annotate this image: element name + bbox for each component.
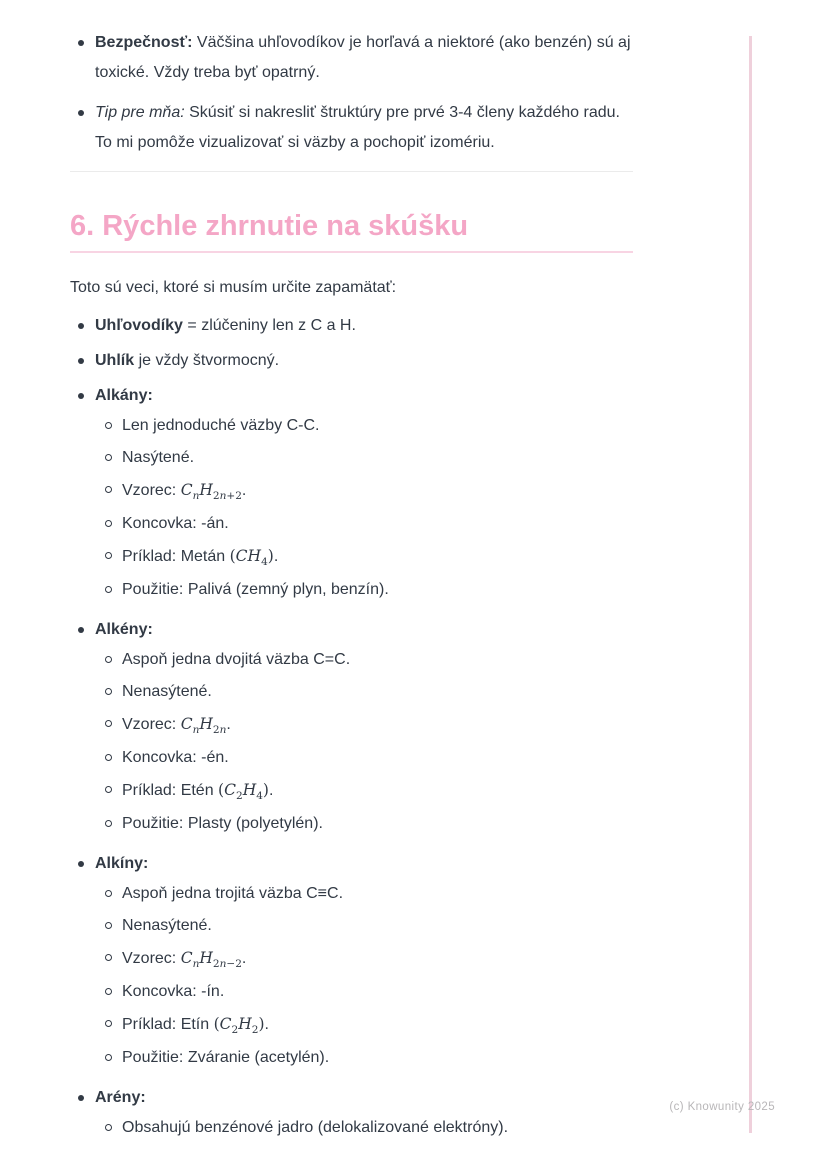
section-heading: 6. Rýchle zhrnutie na skúšku — [70, 208, 633, 253]
item-text: Vzorec: — [122, 482, 181, 499]
sub-list-item — [95, 475, 633, 507]
sub-list-item — [95, 1043, 633, 1073]
sub-list-item — [95, 645, 633, 675]
item-text: Koncovka: -án. — [122, 515, 229, 532]
item-lead: Arény: — [95, 1089, 146, 1106]
item-lead: Alkíny: — [95, 855, 149, 872]
item-lead: Uhľovodíky — [95, 317, 183, 334]
sub-list-item — [95, 775, 633, 807]
safety-tips-list — [70, 28, 633, 158]
sub-list — [95, 1113, 633, 1143]
sub-list-item — [95, 709, 633, 741]
item-text: Nenasýtené. — [122, 683, 212, 700]
item-text: Koncovka: -ín. — [122, 983, 225, 1000]
item-text: = zlúčeniny len z C a H. — [182, 317, 356, 334]
sub-list-item — [95, 541, 633, 573]
list-item — [70, 849, 633, 1073]
sub-list-item — [95, 743, 633, 773]
item-lead: Bezpečnosť: — [95, 34, 193, 51]
item-lead: Alkány: — [95, 387, 153, 404]
item-text: . — [226, 716, 231, 733]
watermark: (c) Knowunity 2025 — [669, 1101, 775, 1113]
math-formula: $C_nH_{2n}$ — [180, 715, 227, 736]
list-item — [70, 1083, 633, 1143]
sub-list-item — [95, 509, 633, 539]
item-text: Použitie: Plasty (polyetylén). — [122, 815, 323, 832]
sub-list-item — [95, 911, 633, 941]
sub-list-item — [95, 977, 633, 1007]
math-formula: $C_nH_{2n-2}$ — [180, 949, 242, 970]
item-text: Použitie: Palivá (zemný plyn, benzín). — [122, 581, 389, 598]
item-text: je vždy štvormocný. — [134, 352, 280, 369]
sub-list-item — [95, 943, 633, 975]
item-text: Skúsiť si nakresliť štruktúry pre prvé 3-4 členy každého radu. To mi pomôže vizualizovať si väzby a pochopiť izomériu. — [95, 104, 620, 151]
item-text: Príklad: Etén — [122, 782, 219, 799]
list-item — [70, 98, 633, 158]
sub-list — [95, 645, 633, 839]
item-text: Nenasýtené. — [122, 917, 212, 934]
section-intro: Toto sú veci, ktoré si musím určite zapamätať: — [70, 279, 397, 296]
item-text: Príklad: Metán — [122, 548, 230, 565]
math-formula: $(C_2H_2)$ — [213, 1015, 265, 1036]
page-edge-line — [749, 36, 752, 1133]
sub-list-item — [95, 677, 633, 707]
math-formula: $(C_2H_4)$ — [218, 781, 269, 802]
list-item — [70, 346, 633, 376]
list-item — [70, 615, 633, 839]
item-text: Použitie: Zváranie (acetylén). — [122, 1049, 330, 1066]
list-item — [70, 28, 633, 88]
item-text: Vzorec: — [122, 716, 181, 733]
item-text: . — [268, 782, 274, 799]
item-text: . — [264, 1016, 269, 1033]
sub-list — [95, 411, 633, 605]
item-lead: Alkény: — [95, 621, 153, 638]
list-item — [70, 381, 633, 605]
item-lead: Uhlík — [95, 352, 135, 369]
sub-list-item — [95, 1113, 633, 1143]
sub-list-item — [95, 575, 633, 605]
item-text: . — [241, 950, 247, 967]
item-text: Vzorec: — [122, 950, 181, 967]
sub-list-item — [95, 411, 633, 441]
sub-list-item — [95, 809, 633, 839]
item-text: Príklad: Etín — [122, 1016, 214, 1033]
item-text: Obsahujú benzénové jadro (delokalizované elektróny). — [122, 1119, 509, 1136]
sub-list-item — [95, 1009, 633, 1041]
section-divider — [70, 171, 633, 172]
sub-list-item — [95, 879, 633, 909]
item-text: Väčšina uhľovodíkov je horľavá a niektoré (ako benzén) sú aj toxické. Vždy treba byť opatrný. — [95, 34, 631, 81]
item-lead: Tip pre mňa: — [95, 104, 185, 121]
list-item — [70, 311, 633, 341]
summary-list — [70, 311, 633, 1143]
item-text: . — [241, 482, 247, 499]
math-formula: $(CH_4)$ — [229, 547, 274, 568]
sub-list — [95, 879, 633, 1073]
item-text: Len jednoduché väzby C-C. — [122, 417, 320, 434]
document-content — [70, 28, 633, 1153]
item-text: Koncovka: -én. — [122, 749, 229, 766]
sub-list-item — [95, 443, 633, 473]
item-text: Aspoň jedna trojitá väzba C≡C. — [122, 885, 344, 902]
item-text: Nasýtené. — [122, 449, 195, 466]
item-text: Aspoň jedna dvojitá väzba C=C. — [122, 651, 351, 668]
math-formula: $C_nH_{2n+2}$ — [180, 481, 242, 502]
item-text: . — [273, 548, 279, 565]
